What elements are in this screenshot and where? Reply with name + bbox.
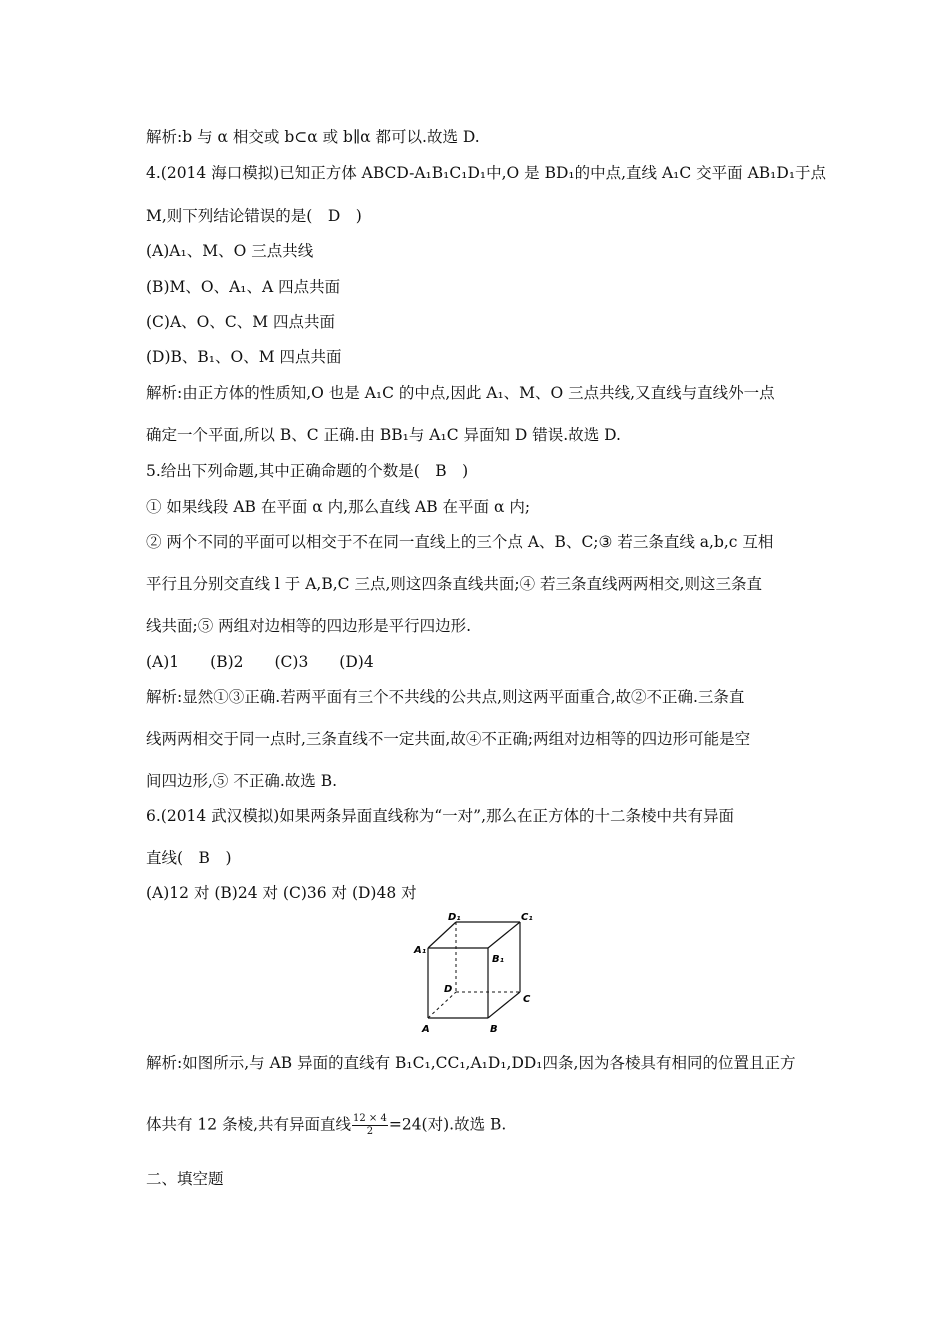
fraction-numerator: 12 × 4 bbox=[353, 1113, 387, 1124]
vertex-label-D1: D₁ bbox=[448, 912, 461, 923]
vertex-label-D: D bbox=[444, 984, 453, 995]
text-line: (C)A、O、C、M 四点共面 bbox=[146, 313, 336, 331]
vertex-label-A1: A₁ bbox=[414, 945, 427, 956]
text-line: 直线( B ) bbox=[146, 849, 232, 867]
text-line: (B)M、O、A₁、A 四点共面 bbox=[146, 278, 341, 296]
text-line: 线共面;⑤ 两组对边相等的四边形是平行四边形. bbox=[146, 617, 472, 635]
text-line: 平行且分别交直线 l 于 A,B,C 三点,则这四条直线共面;④ 若三条直线两两相交,则这三条直 bbox=[146, 575, 762, 593]
text-line: 确定一个平面,所以 B、C 正确.由 BB₁与 A₁C 异面知 D 错误.故选 D. bbox=[146, 426, 621, 444]
text-line: 4.(2014 海口模拟)已知正方体 ABCD-A₁B₁C₁D₁中,O 是 BD₁的中点,直线 A₁C 交平面 AB₁D₁于点 bbox=[146, 164, 827, 182]
text-line-fraction bbox=[146, 1113, 830, 1138]
text-line: ① 如果线段 AB 在平面 α 内,那么直线 AB 在平面 α 内; bbox=[146, 498, 531, 516]
text-line: (A)12 对 (B)24 对 (C)36 对 (D)48 对 bbox=[146, 884, 417, 902]
text-line: ② 两个不同的平面可以相交于不在同一直线上的三个点 A、B、C;③ 若三条直线 a,b,c 互相 bbox=[146, 533, 774, 551]
text-line: M,则下列结论错误的是( D ) bbox=[146, 207, 362, 225]
text-line: 6.(2014 武汉模拟)如果两条异面直线称为“一对”,那么在正方体的十二条棱中共有异面 bbox=[146, 807, 735, 825]
text-line: 解析:由正方体的性质知,O 也是 A₁C 的中点,因此 A₁、M、O 三点共线,又直线与直线外一点 bbox=[146, 384, 775, 402]
edge-AD bbox=[428, 992, 456, 1018]
text-line: 间四边形,⑤ 不正确.故选 B. bbox=[146, 772, 338, 790]
text-line: (A)1 (B)2 (C)3 (D)4 bbox=[146, 653, 374, 671]
text-line: 5.给出下列命题,其中正确命题的个数是( B ) bbox=[146, 462, 469, 480]
text-line: 解析:b 与 α 相交或 b⊂α 或 b∥α 都可以.故选 D. bbox=[146, 128, 480, 146]
text-line: (A)A₁、M、O 三点共线 bbox=[146, 242, 314, 260]
vertex-label-C1: C₁ bbox=[521, 912, 533, 923]
vertex-label-B: B bbox=[490, 1024, 498, 1035]
text-line: 解析:显然①③正确.若两平面有三个不共线的公共点,则这两平面重合,故②不正确.三条直 bbox=[146, 688, 745, 706]
fraction bbox=[352, 1113, 388, 1138]
vertex-label-C: C bbox=[523, 994, 531, 1005]
text-line: 线两两相交于同一点时,三条直线不一定共面,故④不正确;两组对边相等的四边形可能是空 bbox=[146, 730, 751, 748]
vertex-label-A: A bbox=[422, 1024, 430, 1035]
edge-A1D1 bbox=[428, 922, 456, 948]
section-heading: 二、填空题 bbox=[146, 1170, 224, 1188]
edge-BC bbox=[488, 992, 520, 1018]
fraction-prefix: 体共有 12 条棱,共有异面直线 bbox=[146, 1115, 352, 1134]
vertex-label-B1: B₁ bbox=[492, 954, 505, 965]
fraction-suffix: =24(对).故选 B. bbox=[388, 1115, 507, 1134]
text-line: 解析:如图所示,与 AB 异面的直线有 B₁C₁,CC₁,A₁D₁,DD₁四条,因为各棱具有相同的位置且正方 bbox=[146, 1054, 796, 1072]
text-line: (D)B、B₁、O、M 四点共面 bbox=[146, 348, 342, 366]
cube-figure bbox=[408, 908, 548, 1036]
fraction-denominator: 2 bbox=[366, 1126, 374, 1137]
edge-B1C1 bbox=[488, 922, 520, 948]
